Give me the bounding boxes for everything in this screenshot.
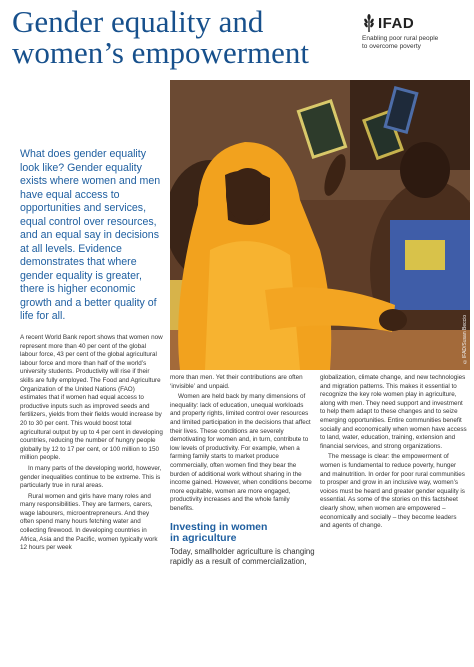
- lead-paragraph: What does gender equality look like? Gender equality exists where women and men have equal access to opportunities and services, equal control over resources, and an equal say in decisions at all levels. Evidence demonstrates that where gender equality is greater, there is higher economic growth and a better quality of life for all.: [20, 148, 161, 322]
- title-line-2: women’s empowerment: [12, 35, 310, 70]
- paragraph: A recent World Bank report shows that women now represent more than 40 per cent of the global labour force, 43 per cent of the global agricultural labour force and more than half of the world’s university students. Productivity will rise if their skills are fully employed. The Food and Agriculture Organization of the United Nations (FAO) estimates that if women had equal access to productive inputs such as improved seeds and fertilizers, yields from their fields would increase by 20 to 30 per cent. This would boost total agricultural output by up to 4 per cent in developing countries, reducing the number of hungry people globally by 12 to 17 per cent, or 100 million to 150 million people.: [20, 334, 163, 462]
- photo-credit: ©IFAD/Susan Beccio: [462, 314, 468, 364]
- text-column-1: [20, 334, 163, 555]
- paragraph: Rural women and girls have many roles and many responsibilities. They are farmers, carers, wage labourers, microentrepreneurs. And they often spend many hours fetching water and collecting firewood. In developing countries in Africa, Asia and the Pacific, women typically work 12 hours per week: [20, 492, 158, 552]
- title-line-1: Gender equality and: [12, 4, 264, 39]
- logo-tagline: Enabling poor rural people to overcome poverty: [362, 35, 439, 50]
- text-column-2: [170, 374, 315, 569]
- paragraph: more than men. Yet their contributions are often ‘invisible’ and unpaid.: [170, 374, 303, 390]
- wheat-icon: [362, 14, 376, 32]
- paragraph: Today, smallholder agriculture is changing rapidly as a result of commercialization,: [170, 546, 315, 566]
- logo-name: IFAD: [378, 14, 415, 32]
- hero-photo: [170, 80, 470, 370]
- paragraph: globalization, climate change, and new technologies and migration patterns. This makes it essential to recognize the key role women play in agriculture, along with men. They need support and investment to help them adapt to these changes and to seize emerging opportunities. Entire communities benefit socially and economically when women have access to land, water, education, training, extension and financial services, and strong organizations.: [320, 374, 467, 450]
- paragraph: In many parts of the developing world, however, gender inequalities continue to be extreme. This is particularly true in rural areas.: [20, 464, 162, 490]
- paragraph: Women are held back by many dimensions of inequality: lack of education, unequal workloads and property rights, limited control over resources and limited participation in the decisions that affect their lives. These conditions are severely demotivating for women and, in turn, contribute to low levels of productivity. For example, when a farming family starts to market produce commercially, often women find they bear the burden of additional work without sharing in the income gained. However, when conditions become more equitable, women are more engaged, productivity increases and the whole family benefits.: [170, 393, 312, 512]
- ifad-logo: [362, 14, 470, 51]
- text-column-3: [320, 374, 468, 533]
- paragraph: The message is clear: the empowerment of women is fundamental to reduce poverty, hunger and malnutrition. In order for poor rural communities to prosper and grow in an inclusive way, women’s voices must be heard and greater gender equality is essential. As some of the stories on this factsheet clearly show, when women are empowered – economically and socially – they become leaders and agents of change.: [320, 453, 465, 530]
- section-heading: Investing in women in agriculture: [170, 520, 268, 544]
- page-title: [12, 6, 342, 68]
